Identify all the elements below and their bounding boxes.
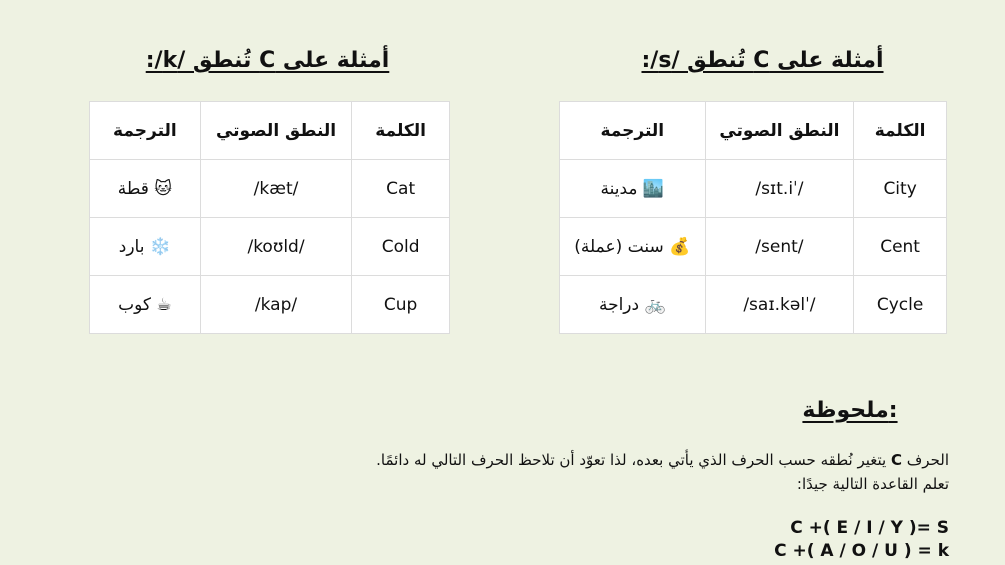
table-header-row bbox=[90, 102, 450, 160]
cell-phonetic: /kæt/ bbox=[200, 160, 352, 218]
cell-word: City bbox=[854, 160, 947, 218]
cell-phonetic: /kap/ bbox=[200, 276, 352, 334]
cell-phonetic: /koʊld/ bbox=[200, 218, 352, 276]
header-word: الكلمة bbox=[352, 102, 450, 160]
title-c-as-s: أمثلة على C تُنطق /s/: bbox=[641, 48, 884, 73]
cell-translation: 🐱 قطة bbox=[90, 160, 201, 218]
rule-hard-c: C +( A / O / U ) = k bbox=[774, 541, 949, 561]
table-row bbox=[560, 218, 947, 276]
table-row bbox=[90, 276, 450, 334]
cell-word: Cent bbox=[854, 218, 947, 276]
cell-translation: 🚲 دراجة bbox=[560, 276, 706, 334]
table-row bbox=[90, 218, 450, 276]
header-translation: الترجمة bbox=[90, 102, 201, 160]
table-header-row bbox=[560, 102, 947, 160]
cell-phonetic: /sent/ bbox=[705, 218, 854, 276]
header-translation: الترجمة bbox=[560, 102, 706, 160]
cell-translation: ❄️ بارد bbox=[90, 218, 201, 276]
note-line-1 bbox=[309, 448, 949, 472]
table-c-as-k bbox=[89, 101, 450, 334]
note-title: ملحوظة: bbox=[802, 398, 898, 423]
cell-word: Cold bbox=[352, 218, 450, 276]
table-row bbox=[560, 160, 947, 218]
table-c-as-s bbox=[559, 101, 947, 334]
cell-phonetic: /ˈsaɪ.kəl/ bbox=[705, 276, 854, 334]
header-word: الكلمة bbox=[854, 102, 947, 160]
cell-translation: 💰 سنت (عملة) bbox=[560, 218, 706, 276]
cell-phonetic: /ˈsɪt.i/ bbox=[705, 160, 854, 218]
rules-block bbox=[774, 517, 949, 563]
cell-word: Cat bbox=[352, 160, 450, 218]
note-line-1-rest: يتغير نُطقه حسب الحرف الذي يأتي بعده، لذا تعوّد أن تلاحظ الحرف التالي له دائمًا. bbox=[376, 451, 891, 469]
table-row bbox=[90, 160, 450, 218]
header-phonetic: النطق الصوتي bbox=[200, 102, 352, 160]
cell-word: Cup bbox=[352, 276, 450, 334]
note-line-2: تعلم القاعدة التالية جيدًا: bbox=[796, 475, 949, 493]
note-text bbox=[309, 448, 949, 496]
note-letter-c: C bbox=[890, 451, 902, 469]
title-c-as-k: أمثلة على C تُنطق /k/: bbox=[145, 48, 390, 73]
rule-soft-c: C +( E / I / Y )= S bbox=[790, 518, 949, 538]
cell-translation: 🏙️ مدينة bbox=[560, 160, 706, 218]
table-row bbox=[560, 276, 947, 334]
note-line-1-prefix: الحرف bbox=[901, 451, 949, 469]
header-phonetic: النطق الصوتي bbox=[705, 102, 854, 160]
cell-word: Cycle bbox=[854, 276, 947, 334]
cell-translation: ☕ كوب bbox=[90, 276, 201, 334]
